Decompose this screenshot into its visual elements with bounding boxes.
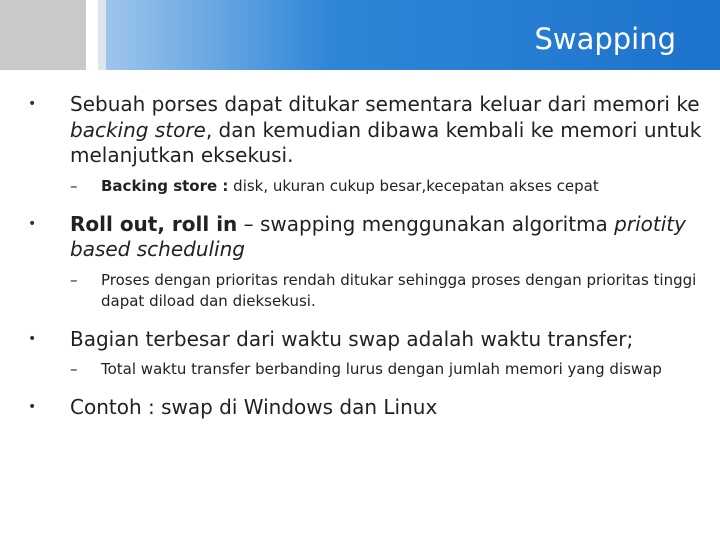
sub-bullet-bold: Backing store : xyxy=(101,176,229,195)
bullet-text-bold: Roll out, roll in xyxy=(70,211,238,236)
bullet-icon: • xyxy=(28,96,37,112)
dash-icon: – xyxy=(70,270,78,289)
bullet-item xyxy=(28,92,708,169)
bullet-icon: • xyxy=(28,330,37,347)
slide-title: Swapping xyxy=(534,22,676,56)
sub-bullet-item xyxy=(28,270,708,312)
bullet-icon: • xyxy=(28,215,37,232)
bullet-text: – swapping menggunakan algoritma xyxy=(237,211,615,236)
bullet-text: Bagian terbesar dari waktu swap adalah waktu transfer; xyxy=(70,326,634,351)
bullet-item xyxy=(28,212,708,263)
sub-bullet-text: Proses dengan prioritas rendah ditukar sehingga proses dengan prioritas tinggi dapat diload dan dieksekusi. xyxy=(101,270,697,310)
sub-bullet-item xyxy=(28,359,708,380)
bullet-text: Sebuah porses dapat ditukar sementara keluar dari memori ke xyxy=(70,92,700,116)
title-bar xyxy=(0,0,720,70)
bullet-text: , dan kemudian dibawa kembali ke memori untuk melanjutkan eksekusi. xyxy=(70,117,702,167)
bullet-text-italic: priotity based scheduling xyxy=(70,211,686,261)
bullet-item xyxy=(28,395,708,421)
bullet-text: Contoh : swap di Windows dan Linux xyxy=(70,395,438,419)
bullet-text-italic: backing store xyxy=(70,117,206,142)
dash-icon: – xyxy=(70,176,78,195)
header-decor-stripe xyxy=(98,0,106,70)
sub-bullet-item xyxy=(28,176,708,197)
header-decor-block xyxy=(0,0,86,70)
sub-bullet-text: Total waktu transfer berbanding lurus dengan jumlah memori yang diswap xyxy=(101,360,662,378)
bullet-icon: • xyxy=(28,399,37,415)
sub-bullet-text: disk, ukuran cukup besar,kecepatan akses cepat xyxy=(228,176,599,195)
bullet-item xyxy=(28,327,708,353)
slide-body xyxy=(28,92,708,421)
header-decor-stripe xyxy=(86,0,98,70)
dash-icon: – xyxy=(70,360,78,378)
